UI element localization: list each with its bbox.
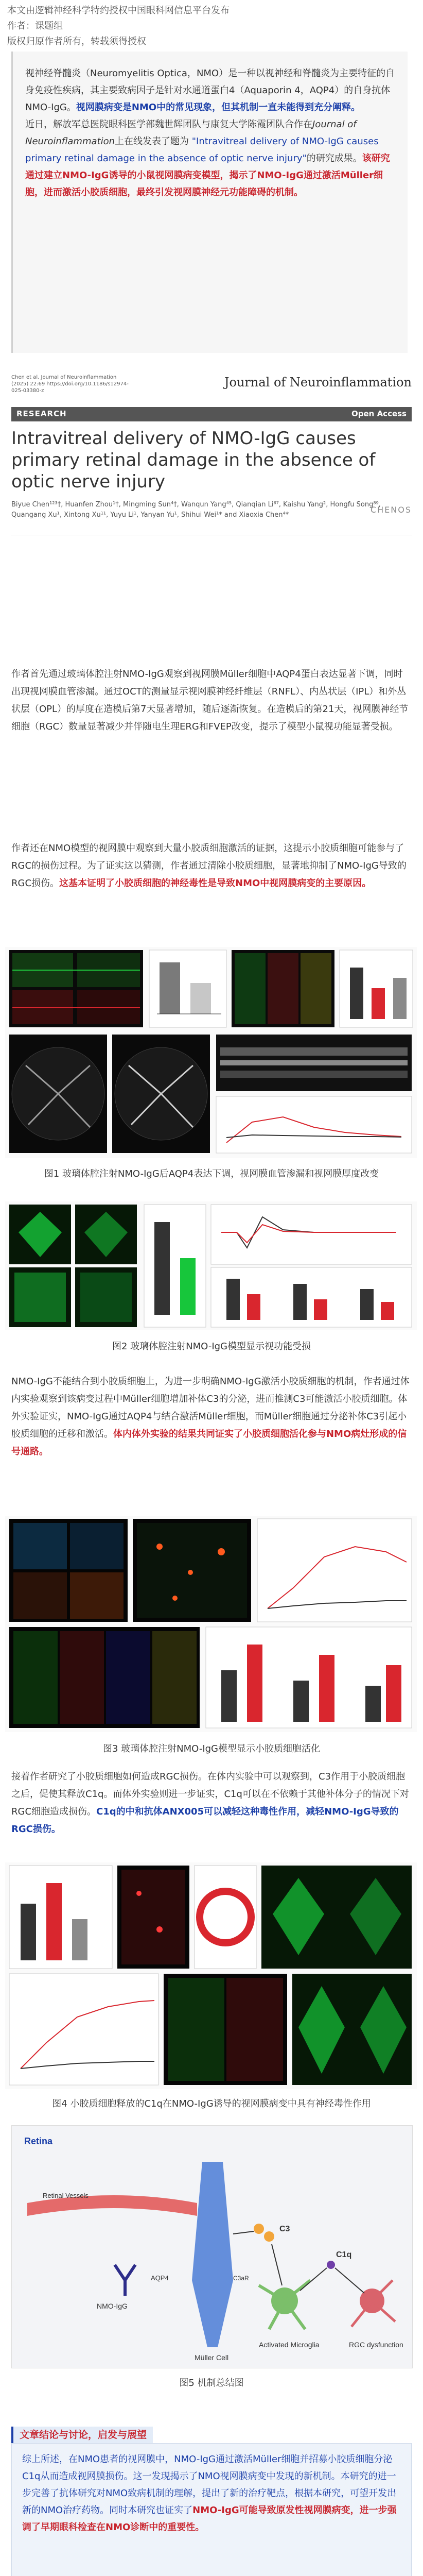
c3ar-label: C3aR: [233, 2275, 249, 2282]
figure-1-graphic: [5, 947, 417, 1158]
body-p3a: NMO-IgG不能结合到小胶质细胞上，为进一步明确NMO-IgG激活小胶质细胞的机制，作者通过体内实验观察到该病变过程中Müller细胞增加补体C3的分泌，进而推测C3可能激活小胶质细胞。体外实验证实，NMO-IgG通过AQP4与结合激活Müller细胞，而Müller细胞通过分泌补体C3引起小胶质细胞的迁移和激活。: [11, 1376, 410, 1439]
summary-heading: 文章结论与讨论，启发与展望: [11, 2427, 153, 2443]
summary-box: [11, 2443, 412, 2576]
intro-box: [11, 52, 408, 353]
author-line: 作者：课题组: [7, 21, 63, 31]
figure-1-caption: 图1 玻璃体腔注射NMO-IgG后AQP4表达下调，视网膜血管渗漏和视网膜厚度改变: [44, 1168, 379, 1179]
summary-t2: NMO-IgG可能导致原发性视网膜病变，进一步强调了早期眼科检查在NMO诊断中的重要性。: [22, 2505, 397, 2533]
figure-5-mechanism-diagram: [11, 2125, 413, 2368]
body-paragraph-1: 作者首先通过玻璃体腔注射NMO-IgG观察到视网膜Müller细胞中AQP4蛋白表达显著下调，同时出现视网膜血管渗漏。通过OCT的测量显示视网膜神经纤维层（RNFL）、内丛状层（IPL）和外丛状层（OPL）的厚度在造模后第7天显著增加，随后逐渐恢复。在造模后的第21天，视网膜神经节细胞（RGC）数量显著减少并伴随电生理ERG和FVEP改变，提示了模型小鼠视功能显著受损。: [11, 669, 409, 732]
c1q-molecule: [327, 2261, 335, 2269]
intro-p1a: 视神经脊髓炎（Neuromyelitis Optica，NMO）是一种以视神经和脊髓炎为主要特征的自身免疫性疾病，其主要致病因子是针对水通道蛋白4（Aquaporin 4，AQP4）的自身抗体NMO-IgG。: [25, 68, 395, 113]
muller-label: Müller Cell: [195, 2353, 229, 2362]
c3-molecule: [264, 2231, 274, 2242]
crossmark-logo: CHENOS: [370, 505, 412, 515]
muller-cell: [192, 2162, 233, 2347]
intro-paper-title[interactable]: "Intravitreal delivery of NMO-IgG causes primary retinal damage in the absence of optic nerve injury": [25, 136, 379, 164]
figure-4-caption: 图4 小胶质细胞释放的C1q在NMO-IgG诱导的视网膜病变中具有神经毒性作用: [52, 2098, 371, 2109]
intro-p2d: 该研究通过建立NMO-IgG诱导的小鼠视网膜病变模型，揭示了NMO-IgG通过激活Müller细胞，进而激活小胶质细胞，最终引发视网膜神经元功能障碍的机制。: [25, 153, 390, 198]
arrow: [272, 2244, 282, 2285]
open-access-label: Open Access: [351, 409, 407, 418]
retinal-vessel-label: Retinal Vessels: [43, 2192, 89, 2199]
paper-header-image: [11, 370, 412, 656]
intro-p2a: 近日，解放军总医院眼科医学部魏世辉团队与康复大学陈霞团队合作在: [25, 119, 312, 130]
nmoigg-label: NMO-IgG: [97, 2302, 128, 2310]
body-p2b: 这基本证明了小胶质细胞的神经毒性是导致NMO中视网膜病变的主要原因。: [59, 878, 372, 889]
body-p3b: 体内体外实验的结果共同证实了小胶质细胞活化参与NMO病灶形成的信号通路。: [11, 1429, 407, 1457]
nmoigg-antibody: [115, 2265, 135, 2296]
paper-citation: Chen et al. Journal of Neuroinflammation (2025) 22:69 https://doi.org/10.1186/s12974-025-03380-z: [11, 375, 129, 394]
intro-p2c: 的研究成果。: [306, 153, 362, 164]
summary-t1: 综上所述，在NMO患者的视网膜中，NMO-IgG通过激活Müller细胞并招募小胶质细胞分泌C1q从而造成视网膜损伤。这一发现揭示了NMO视网膜病变中发现的新机制。本研究的进一步完善了抗体研究对NMO致病机制的理解，提出了新的治疗靶点，根据本研究，可望开发出新的NMO治疗药物。同时本研究也证实了: [22, 2454, 397, 2516]
rgc-label: RGC dysfunction: [349, 2341, 403, 2349]
c3-label: C3: [279, 2225, 290, 2233]
body-paragraph-4: [11, 1768, 411, 1838]
body-paragraph-2: [11, 840, 411, 892]
body-p2a: 作者还在NMO模型的视网膜中观察到大量小胶质细胞激活的证据，这提示小胶质细胞可能参与了RGC的损伤过程。为了证实这以猜测，作者通过清除小胶质细胞，显著地抑制了NMO-IgG导致的RGC损伤。: [11, 843, 407, 889]
figure-2: [5, 1201, 417, 1330]
body-p4a: 接着作者研究了小胶质细胞如何造成RGC损伤。在体内实验中可以观察到，C3作用于小胶质细胞之后，促使其释放C1q。而体外实验则进一步证实，C1q可以在不依赖于其他补体分子的情况下对RGC细胞造成损伤。: [11, 1771, 409, 1817]
research-label: RESEARCH: [16, 409, 67, 418]
body-paragraph-3: [11, 1373, 411, 1461]
arrow: [300, 2268, 327, 2291]
paper-authors: Biyue Chen¹²³†, Huanfen Zhou¹†, Mingming Sun⁴†, Wanqun Yang⁴⁵, Qianqian Li⁶⁷, Kaishu Yang², Hongfu Song⁸⁹, Quangang Xu¹, Xintong Xu¹¹, Yuyu Li¹, Yanyan Yu¹, Shihui Wei¹* and Xiaoxia Chen⁴*: [11, 501, 381, 519]
figure-2-graphic: [5, 1201, 417, 1330]
aqp4-label: AQP4: [151, 2274, 169, 2282]
figure-3: [5, 1516, 417, 1732]
intro-journal: Journal of Neuroinflammation: [25, 119, 357, 147]
intro-p1b: 视网膜病变是NMO中的常见现象，但其机制一直未能得到充分阐释。: [76, 102, 361, 113]
arrow: [335, 2268, 364, 2293]
figure-1: [5, 947, 417, 1158]
figure-4: [5, 1862, 417, 2089]
publish-source: 本文由逻辑神经科学特约授权中国眼科网信息平台发布: [7, 5, 230, 16]
intro-p2b: 上在线发表了题为: [115, 136, 192, 147]
paper-title: Intravitreal delivery of NMO-IgG causes primary retinal damage in the absence of optic nerve injury: [11, 428, 376, 492]
figure-3-graphic: [5, 1516, 417, 1732]
c1q-label: C1q: [336, 2250, 352, 2259]
figure-2-caption: 图2 玻璃体腔注射NMO-IgG模型显示视功能受损: [112, 1341, 311, 1352]
journal-name: Journal of Neuroinflammation: [224, 375, 412, 389]
research-bar: [11, 407, 412, 421]
mechanism-graphic: [12, 2126, 412, 2368]
summary-text: [22, 2451, 403, 2536]
figure-3-caption: 图3 玻璃体腔注射NMO-IgG模型显示小胶质细胞活化: [102, 1743, 320, 1754]
article-meta: [7, 3, 414, 49]
figure-5-caption: 图5 机制总结图: [179, 2378, 244, 2388]
c3-molecule: [254, 2224, 264, 2234]
copyright-line: 版权归原作者所有，转载须得授权: [7, 36, 146, 47]
body-p4b: C1q的中和抗体ANX005可以减轻这种毒性作用，减轻NMO-IgG导致的RGC损伤。: [11, 1806, 399, 1835]
microglia: [259, 2280, 310, 2329]
retina-label: Retina: [24, 2136, 53, 2146]
figure-4-graphic: [5, 1862, 417, 2089]
microglia-label: Activated Microglia: [259, 2341, 320, 2349]
arrow: [233, 2231, 254, 2234]
